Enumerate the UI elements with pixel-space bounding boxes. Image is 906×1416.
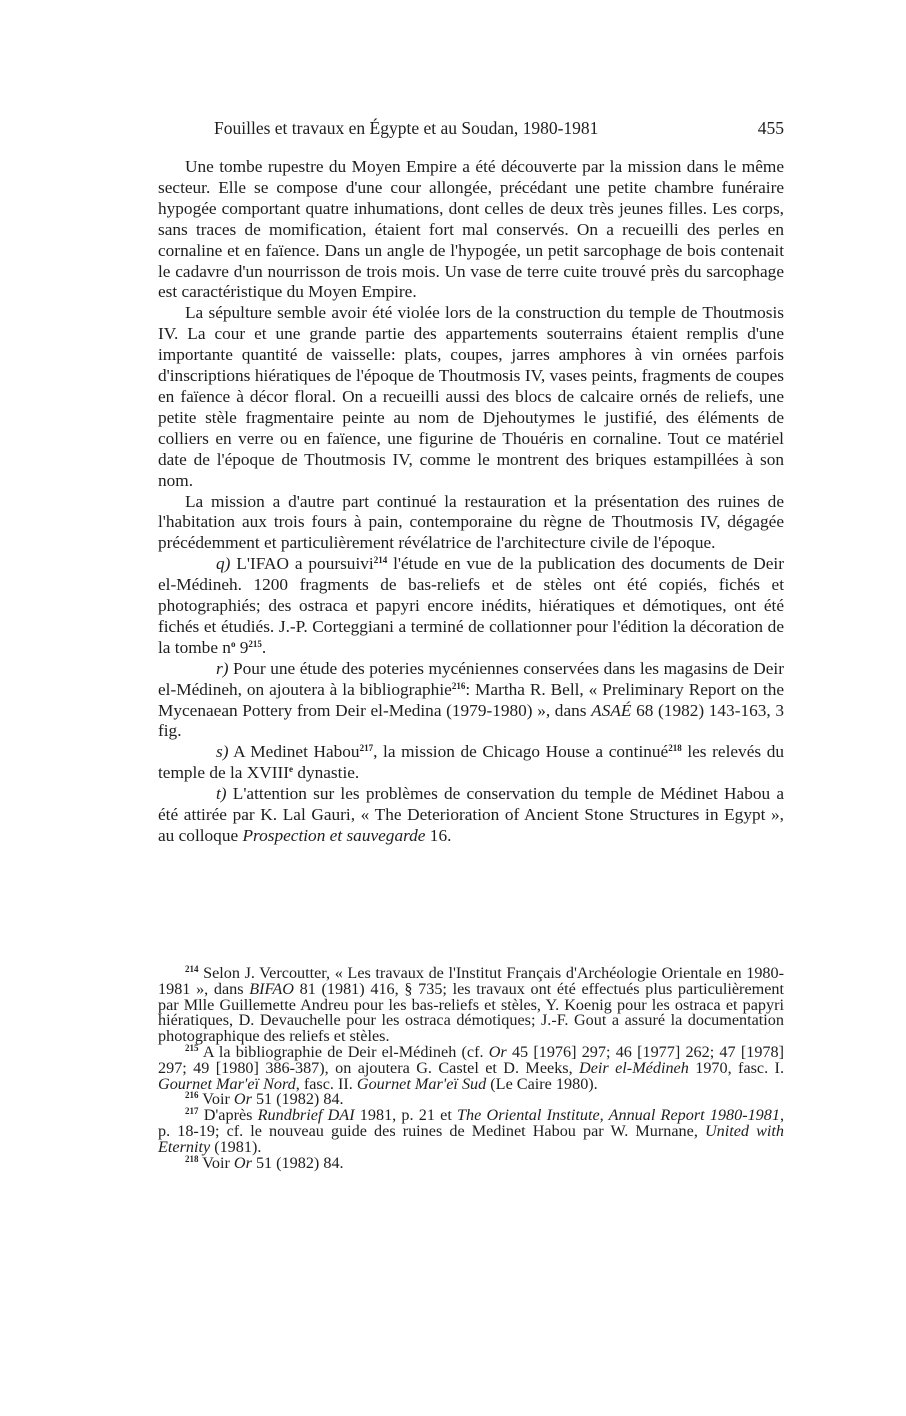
- footnote-number: 216: [185, 1090, 199, 1101]
- footnote-number: 217: [185, 1106, 199, 1117]
- footnotes: [158, 966, 784, 1171]
- footnote-ref-217: 217: [359, 743, 374, 754]
- footnote-216: $^{216}$ Voir Or 51 (1982) 84.: [185, 1090, 344, 1109]
- paragraph-item-r: r) Pour une étude des poteries mycéniennes conservées dans les magasins de Deir el-Médineh, on ajoutera à la bibliographie$^{216}$: Martha R. Bell, « Preliminary Report on the Mycenaean Pottery from Deir el-Medina (1979-1980) », dans ASAÉ 68 (1982) 143-163, 3 fig.: [158, 658, 785, 741]
- footnote-ref-214: 214: [373, 555, 388, 566]
- paragraph-item-t: t) L'attention sur les problèmes de conservation du temple de Médinet Habou a été attirée par K. Lal Gauri, « The Deterioration of Ancient Stone Structures in Egypt », au colloque Prospection et sauvegarde 16.: [158, 784, 784, 845]
- paragraph-item-q: q) L'IFAO a poursuivi$^{214}$ l'étude en vue de la publication des documents de Deir el-Médineh. 1200 fragments de bas-reliefs et de stèles ont été copiés, fichés et photographiés; des ostraca et papyri encore inédits, hiératiques et démotiques, ont été fichés et étudiés. J.-P. Corteggiani a terminé de collationner pour l'édition la décoration de la tombe $n^o$ $9^{215}$.: [158, 554, 784, 657]
- running-header: [158, 118, 784, 142]
- item-label: r): [216, 658, 229, 678]
- page-number: 455: [757, 118, 784, 138]
- item-label: q): [216, 554, 231, 574]
- main-text: [158, 157, 784, 847]
- footnote-214: $^{214}$ Selon J. Vercoutter, « Les travaux de l'Institut Français d'Archéologie Orientale en 1980-1981 », dans BIFAO 81 (1981) 416, § 735; les travaux ont été effectués plus particulièrement par Mlle Guillemette Andreu pour les bas-reliefs et stèles, Y. Koenig pour les ostraca et papyri hiératiques, D. Devauchelle pour les ostraca démotiques; J.-F. Gout a assuré la documentation photographique des reliefs et stèles.: [158, 964, 784, 1046]
- colloquium-title: Prospection et sauvegarde: [242, 826, 426, 845]
- paragraph-item-s: s) A Medinet Habou$^{217}$, la mission de Chicago House a continué$^{218}$ les relevés du temple de la XVIIIe dynastie.: [158, 742, 784, 783]
- footnote-217: $^{217}$ D'après Rundbrief DAI 1981, p. 21 et The Oriental Institute, Annual Report 1980-1981, p. 18-19; cf. le nouveau guide des ruines de Medinet Habou par W. Murnane, United with Eternity (1981).: [158, 1106, 785, 1156]
- footnote-215: $^{215}$ A la bibliographie de Deir el-Médineh (cf. Or 45 [1976] 297; 46 [1977] 262; 47 [1978] 297; 49 [1980] 386-387), on ajoutera G. Castel et D. Meeks, Deir el-Médineh 1970, fasc. I. Gournet Mar'eï Nord, fasc. II. Gournet Mar'eï Sud (Le Caire 1980).: [158, 1042, 784, 1093]
- paragraph-burial: La sépulture semble avoir été violée lors de la construction du temple de Thoutmosis IV. La cour et une grande partie des appartements souterrains étaient remplis d'une importante quantité de vaisselle: plats, coupes, jarres amphores à vin ornées parfois d'inscriptions hiératiques de l'époque de Thoutmosis IV, vases peints, fragments de coupes en faïence à décor floral. On a recueilli aussi des blocs de calcaire ornés de reliefs, une petite stèle fragmentaire peinte au nom de Djehoutymes le justifié, des éléments de colliers en verre ou en faïence, une figurine de Thouéris en cornaline. Tout ce matériel date de l'époque de Thoutmosis IV, comme le montrent des briques estampillées à son nom.: [158, 303, 784, 490]
- footnote-ref-218: 218: [668, 743, 682, 754]
- footnote-number: 215: [185, 1042, 199, 1053]
- footnote-ref-216: 216: [451, 680, 466, 691]
- item-label: s): [216, 742, 229, 762]
- footnote-number: 218: [185, 1153, 199, 1164]
- paragraph-tomb: Une tombe rupestre du Moyen Empire a été découverte par la mission dans le même secteur. Elle se compose d'une cour allongée, précédant une petite chambre funéraire hypogée comportant quatre inhumations, dont celles de deux très jeunes filles. Les corps, sans traces de momification, étaient fort mal conservés. On a recueilli des perles en cornaline et en faïence. Dans un angle de l'hypogée, un petit sarcophage de bois contenait le cadavre d'un nourrisson de trois mois. Un vase de terre cuite trouvé près du sarcophage est caractéristique du Moyen Empire.: [158, 157, 784, 302]
- footnote-218: $^{218}$ Voir Or 51 (1982) 84.: [185, 1153, 344, 1172]
- footnote-number: 214: [185, 964, 199, 974]
- running-title: Fouilles et travaux en Égypte et au Soudan, 1980-1981: [214, 118, 599, 138]
- paragraph-restoration: La mission a d'autre part continué la restauration et la présentation des ruines de l'habitation aux trois fours à pain, contemporaine du règne de Thoutmosis IV, dégagée précédemment et particulièrement révélatrice de l'architecture civile de l'époque.: [158, 491, 784, 553]
- journal-title: ASAÉ: [591, 700, 632, 720]
- item-label: t): [216, 784, 227, 804]
- footnote-ref-215: 215: [248, 638, 262, 649]
